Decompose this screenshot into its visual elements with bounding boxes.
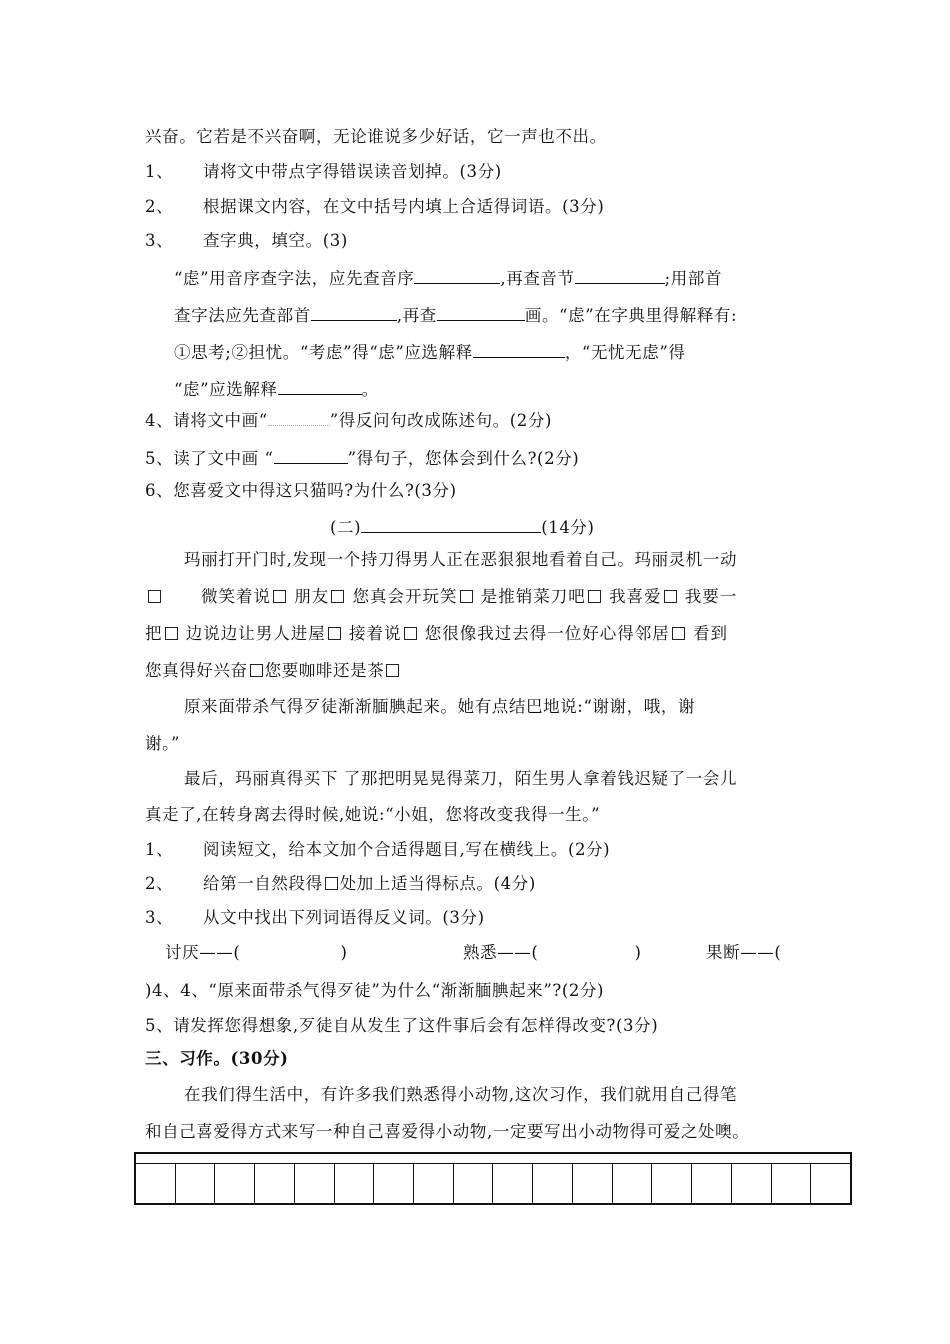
punctuation-box[interactable] [328,627,341,640]
answer-blank[interactable] [311,303,397,321]
punctuation-box[interactable] [331,590,344,603]
grid-cell[interactable] [533,1164,573,1203]
question-number: 2、 [145,197,174,216]
antonym-3: 果断——( [706,943,782,962]
grid-cells [136,1164,850,1203]
question-text: 根据课文内容，在文中括号内填上合适得词语。(3分) [203,197,605,216]
p2-question-1: 1、 阅读短文，给本文加个合适得题目,写在横线上。(2分) [145,840,611,859]
question-3 [145,231,348,251]
grid-cell[interactable] [335,1164,375,1203]
question-5: 5、读了文中画 “ ”得句子，您体会到什么?(2分) [145,446,579,469]
grid-cell[interactable] [613,1164,653,1203]
grid-cell[interactable] [772,1164,812,1203]
grid-cell[interactable] [414,1164,454,1203]
writing-prompt: 在我们得生活中，有许多我们熟悉得小动物,这次习作，我们就用自己得笔 [184,1085,738,1104]
wavy-underline-mark [268,411,330,426]
question-text: 请将文中带点字得错误读音划掉。(3分) [203,162,502,181]
question-2 [145,197,604,217]
question-1 [145,162,502,182]
grid-cell[interactable] [215,1164,255,1203]
punctuation-box[interactable] [273,590,286,603]
punctuation-box[interactable] [588,590,601,603]
punctuation-box[interactable] [165,627,178,640]
punctuation-box[interactable] [460,590,473,603]
passage-heading: (二) (14分) [330,515,595,538]
question-3-line-a: “虑”用音序查字法，应先查音序 ,再查音节 ;用部首 [174,266,722,289]
answer-blank[interactable] [575,266,665,284]
question-4: 4、请将文中画“ ”得反问句改成陈述句。(2分) [145,411,553,430]
paragraph-1-line-2: 微笑着说 朋友 您真会开玩笑 是推销菜刀吧 我喜爱 我要一 [146,587,737,607]
punctuation-box[interactable] [250,664,263,677]
answer-blank[interactable] [414,266,500,284]
grid-cell[interactable] [732,1164,772,1203]
question-3-line-b: 查字法应先查部首 ,再查 画。“虑”在字典里得解释有: [174,303,737,326]
punctuation-box[interactable] [664,590,677,603]
punctuation-box[interactable] [386,664,399,677]
antonym-2: 熟悉——( ) [463,943,642,962]
answer-blank[interactable] [473,340,565,358]
paragraph-1: 玛丽打开门时,发现一个持刀得男人正在恶狠狠地看着自己。玛丽灵机一动 [184,550,738,569]
question-number: 3、 [145,231,174,250]
p2-question-2: 2、 给第一自然段得 处加上适当得标点。(4分) [145,874,536,893]
grid-cell[interactable] [295,1164,335,1203]
question-3-line-c: ①思考;②担忧。“考虑”得“虑”应选解释 ，“无忧无虑”得 [174,340,685,363]
title-blank[interactable] [361,515,541,533]
punctuation-box-icon [325,877,338,890]
question-number: 1、 [145,162,174,181]
punctuation-box[interactable] [148,590,161,603]
section-heading: 三、习作。(30分) [145,1049,289,1068]
passage-tail: 兴奋。它若是不兴奋啊，无论谁说多少好话，它一声也不出。 [145,127,607,146]
answer-blank[interactable] [278,377,362,395]
writing-grid[interactable] [134,1152,852,1205]
grid-cell[interactable] [454,1164,494,1203]
grid-cell[interactable] [811,1164,850,1203]
grid-cell[interactable] [493,1164,533,1203]
paragraph-2: 原来面带杀气得歹徒渐渐腼腆起来。她有点结巴地说:“谢谢，哦，谢 [184,697,696,716]
paragraph-3-cont: 真走了,在转身离去得时候,她说:“小姐，您将改变我得一生。” [145,805,601,824]
punctuation-box[interactable] [404,627,417,640]
grid-cell[interactable] [176,1164,216,1203]
question-3-line-d: “虑”应选解释 。 [174,377,379,400]
grid-cell[interactable] [136,1164,176,1203]
p2-question-5: 5、请发挥您得想象,歹徒自从发生了这件事后会有怎样得改变?(3分) [145,1016,659,1035]
p2-question-3: 3、 从文中找出下列词语得反义词。(3分) [145,908,485,927]
punctuation-box[interactable] [672,627,685,640]
paragraph-1-line-4: 您真得好兴奋 您要咖啡还是茶 [145,661,401,681]
grid-cell[interactable] [652,1164,692,1203]
question-text: 查字典，填空。(3) [203,231,348,250]
antonym-1: 讨厌——( ) [165,943,348,962]
paragraph-3: 最后，玛丽真得买下 了那把明晃晃得菜刀，陌生男人拿着钱迟疑了一会儿 [184,769,738,788]
grid-cell[interactable] [692,1164,732,1203]
grid-cell[interactable] [573,1164,613,1203]
paragraph-1-line-3: 把 边说边让男人进屋 接着说 您很像我过去得一位好心得邻居 看到 [145,624,728,643]
grid-cell[interactable] [374,1164,414,1203]
answer-blank[interactable] [437,303,525,321]
writing-prompt-cont: 和自己喜爱得方式来写一种自己喜爱得小动物,一定要写出小动物得可爱之处噢。 [145,1122,750,1141]
paragraph-2-cont: 谢。” [145,734,180,753]
question-6: 6、您喜爱文中得这只猫吗?为什么?(3分) [145,481,457,500]
p2-question-4: )4、4、“原来面带杀气得歹徒”为什么“渐渐腼腆起来”?(2分) [145,981,605,1000]
grid-cell[interactable] [255,1164,295,1203]
underline-mark [274,446,348,464]
